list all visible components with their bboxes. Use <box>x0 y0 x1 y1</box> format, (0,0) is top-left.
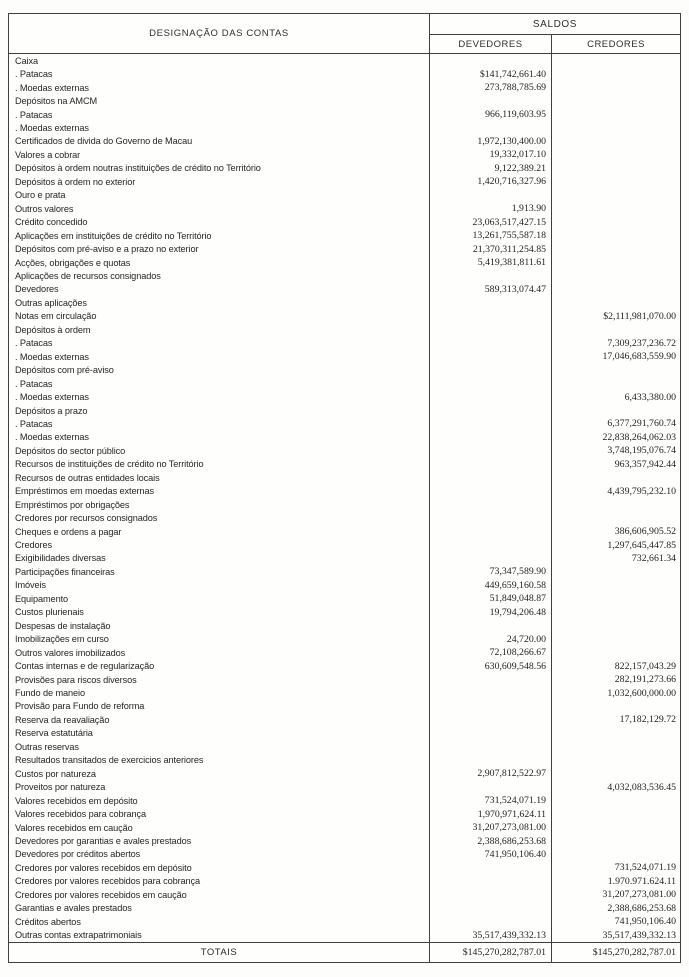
credores-value <box>552 189 680 202</box>
credores-value: 1,297,645,447.85 <box>607 539 676 551</box>
account-label: . Moedas externas <box>9 350 430 363</box>
credores-value: 963,357,942.44 <box>614 458 676 470</box>
account-label: Depósitos à ordem noutras instituições de crédito no Território <box>9 162 430 175</box>
table-row <box>9 928 680 941</box>
table-row <box>9 256 680 269</box>
table-row <box>9 579 680 592</box>
credores-value: 22,838,264,062.03 <box>602 431 676 443</box>
devedores-value <box>430 875 552 888</box>
table-row <box>9 363 680 376</box>
table-row <box>9 902 680 915</box>
table-row <box>9 67 680 80</box>
table-body <box>9 54 680 942</box>
account-label: Depósitos a prazo <box>9 404 430 417</box>
balance-sheet-table <box>8 13 681 963</box>
devedores-value <box>430 458 552 471</box>
credores-value <box>552 175 680 188</box>
devedores-value <box>430 511 552 524</box>
table-row <box>9 323 680 336</box>
account-label: Credores <box>9 538 430 551</box>
account-label: Devedores por créditos abertos <box>9 848 430 861</box>
account-label: Provisões para riscos diversos <box>9 673 430 686</box>
devedores-value <box>430 888 552 901</box>
account-label: Empréstimos por obrigações <box>9 498 430 511</box>
table-row <box>9 794 680 807</box>
table-row <box>9 727 680 740</box>
column-header-credores: CREDORES <box>587 38 645 50</box>
credores-value: 1,032,600,000.00 <box>607 687 676 699</box>
devedores-value <box>430 350 552 363</box>
devedores-value: 1,913.90 <box>430 202 552 215</box>
table-row <box>9 431 680 444</box>
devedores-value <box>430 310 552 323</box>
account-label: Provisão para Fundo de reforma <box>9 700 430 713</box>
devedores-value <box>430 673 552 686</box>
devedores-value: $141,742,661.40 <box>430 67 552 80</box>
table-row <box>9 780 680 793</box>
devedores-value: 13,261,755,587.18 <box>430 229 552 242</box>
devedores-value: 21,370,311,254.85 <box>430 242 552 255</box>
credores-value <box>552 592 680 605</box>
devedores-value: 449,659,160.58 <box>430 579 552 592</box>
account-label: Outros valores imobilizados <box>9 646 430 659</box>
account-label: Proveitos por natureza <box>9 780 430 793</box>
credores-value <box>552 834 680 847</box>
account-label: Aplicações em instituições de crédito no Território <box>9 229 430 242</box>
credores-value: 741,950,106.40 <box>614 916 676 928</box>
devedores-value: 51,849,048.87 <box>430 592 552 605</box>
account-label: Custos por natureza <box>9 767 430 780</box>
devedores-value <box>430 404 552 417</box>
account-label: Outros valores <box>9 202 430 215</box>
credores-value: 35,517,439,332.13 <box>602 929 676 941</box>
table-row <box>9 606 680 619</box>
table-row <box>9 552 680 565</box>
credores-value <box>552 807 680 820</box>
table-row <box>9 404 680 417</box>
credores-value: 17,182,129.72 <box>619 714 676 726</box>
devedores-value <box>430 713 552 726</box>
table-row <box>9 377 680 390</box>
credores-value <box>552 148 680 161</box>
table-row <box>9 444 680 457</box>
credores-value: 2,388,686,253.68 <box>607 902 676 914</box>
table-row <box>9 162 680 175</box>
table-row <box>9 215 680 228</box>
credores-value <box>552 821 680 834</box>
table-row <box>9 821 680 834</box>
account-label: Cheques e ordens a pagar <box>9 525 430 538</box>
credores-value <box>552 121 680 134</box>
account-label: . Patacas <box>9 67 430 80</box>
column-header-devedores: DEVEDORES <box>430 35 552 53</box>
table-row <box>9 242 680 255</box>
credores-value: 731,524,071.19 <box>614 862 676 874</box>
devedores-value: 1,972,130,400.00 <box>430 135 552 148</box>
credores-value: 6,433,380.00 <box>624 391 676 403</box>
credores-value <box>552 108 680 121</box>
account-label: Devedores por garantias e avales prestados <box>9 834 430 847</box>
credores-value <box>552 700 680 713</box>
credores-value: 282,191,273.66 <box>614 674 676 686</box>
table-row <box>9 121 680 134</box>
table-row <box>9 296 680 309</box>
credores-value: $2,111,981,070.00 <box>603 310 676 322</box>
account-label: Crédito concedido <box>9 215 430 228</box>
table-row <box>9 754 680 767</box>
account-label: Aplicações de recursos consignados <box>9 269 430 282</box>
credores-value: 17,046,683,559.90 <box>602 351 676 363</box>
devedores-value <box>430 754 552 767</box>
devedores-value <box>430 54 552 67</box>
credores-value <box>552 565 680 578</box>
table-row <box>9 108 680 121</box>
devedores-value: 731,524,071.19 <box>430 794 552 807</box>
credores-value: 7,309,237,236.72 <box>607 337 676 349</box>
table-row <box>9 511 680 524</box>
devedores-value <box>430 780 552 793</box>
table-row <box>9 673 680 686</box>
account-label: Depósitos à ordem <box>9 323 430 336</box>
account-label: Depósitos com pré-aviso e a prazo no exterior <box>9 242 430 255</box>
table-row <box>9 390 680 403</box>
table-row <box>9 834 680 847</box>
credores-value: 6,377,291,760.74 <box>607 418 676 430</box>
account-label: Credores por valores recebidos para cobrança <box>9 875 430 888</box>
devedores-value: 741,950,106.40 <box>430 848 552 861</box>
account-label: Depósitos na AMCM <box>9 94 430 107</box>
account-label: Depósitos do sector público <box>9 444 430 457</box>
account-label: . Patacas <box>9 108 430 121</box>
credores-value <box>552 511 680 524</box>
credores-value <box>552 94 680 107</box>
totals-label: TOTAIS <box>9 943 430 962</box>
credores-value <box>552 202 680 215</box>
table-row <box>9 888 680 901</box>
account-label: Valores recebidos em depósito <box>9 794 430 807</box>
devedores-value <box>430 861 552 874</box>
table-row <box>9 875 680 888</box>
table-row <box>9 485 680 498</box>
table-row <box>9 767 680 780</box>
account-label: Recursos de instituições de crédito no Território <box>9 458 430 471</box>
account-label: Equipamento <box>9 592 430 605</box>
devedores-value: 9,122,389.21 <box>430 162 552 175</box>
credores-value <box>552 727 680 740</box>
table-row <box>9 458 680 471</box>
credores-value <box>552 242 680 255</box>
table-row <box>9 592 680 605</box>
account-label: Exigibilidades diversas <box>9 552 430 565</box>
devedores-value <box>430 94 552 107</box>
credores-value <box>552 498 680 511</box>
devedores-value: 630,609,548.56 <box>430 659 552 672</box>
account-label: Notas em circulação <box>9 310 430 323</box>
devedores-value <box>430 390 552 403</box>
account-label: Reserva estatutária <box>9 727 430 740</box>
credores-value <box>552 404 680 417</box>
credores-value: 1.970.971.624.11 <box>607 875 676 887</box>
credores-value <box>552 283 680 296</box>
account-label: Valores recebidos em caução <box>9 821 430 834</box>
devedores-value: 273,788,785.69 <box>430 81 552 94</box>
account-label: . Moedas externas <box>9 81 430 94</box>
devedores-value <box>430 269 552 282</box>
devedores-value <box>430 686 552 699</box>
devedores-value <box>430 121 552 134</box>
credores-value: 31,207,273,081.00 <box>602 889 676 901</box>
credores-value <box>552 848 680 861</box>
table-row <box>9 350 680 363</box>
table-row <box>9 565 680 578</box>
account-label: Depósitos à ordem no exterior <box>9 175 430 188</box>
credores-value: 386,606,905.52 <box>614 526 676 538</box>
table-row <box>9 175 680 188</box>
credores-value <box>552 646 680 659</box>
table-row <box>9 148 680 161</box>
credores-value <box>552 740 680 753</box>
devedores-value <box>430 296 552 309</box>
table-row <box>9 861 680 874</box>
account-label: Reserva da reavaliação <box>9 713 430 726</box>
devedores-value <box>430 189 552 202</box>
table-row <box>9 700 680 713</box>
credores-value: 4,032,083,536.45 <box>607 781 676 793</box>
column-header-designacao-das-contas: DESIGNAÇÃO DAS CONTAS <box>9 14 430 53</box>
table-row <box>9 632 680 645</box>
credores-value: 732,661.34 <box>631 552 676 564</box>
totals-devedores-value: $145,270,282,787.01 <box>430 943 552 962</box>
devedores-value <box>430 417 552 430</box>
table-row <box>9 619 680 632</box>
account-label: Caixa <box>9 54 430 67</box>
devedores-value: 19,794,206.48 <box>430 606 552 619</box>
account-label: . Moedas externas <box>9 390 430 403</box>
table-row <box>9 135 680 148</box>
column-header-saldos: SALDOS <box>430 14 680 35</box>
devedores-value <box>430 485 552 498</box>
totals-credores-value: $145,270,282,787.01 <box>592 947 676 958</box>
column-group-saldos <box>430 14 680 53</box>
account-label: Resultados transitados de exercicios anteriores <box>9 754 430 767</box>
saldos-subheaders <box>430 35 680 53</box>
credores-value <box>552 67 680 80</box>
credores-value <box>552 215 680 228</box>
account-label: Empréstimos em moedas externas <box>9 485 430 498</box>
devedores-value <box>430 727 552 740</box>
devedores-value: 1,420,716,327.96 <box>430 175 552 188</box>
credores-value <box>552 619 680 632</box>
devedores-value <box>430 498 552 511</box>
credores-value <box>552 377 680 390</box>
account-label: Valores recebidos para cobrança <box>9 807 430 820</box>
devedores-value <box>430 740 552 753</box>
table-row <box>9 94 680 107</box>
table-row <box>9 686 680 699</box>
devedores-value: 2,907,812,522.97 <box>430 767 552 780</box>
table-row <box>9 740 680 753</box>
account-label: Outras aplicações <box>9 296 430 309</box>
account-label: Créditos abertos <box>9 915 430 928</box>
table-row <box>9 310 680 323</box>
table-row <box>9 269 680 282</box>
account-label: Garantias e avales prestados <box>9 902 430 915</box>
devedores-value: 966,119,603.95 <box>430 108 552 121</box>
account-label: Custos plurienais <box>9 606 430 619</box>
account-label: Participações financeiras <box>9 565 430 578</box>
table-row <box>9 189 680 202</box>
account-label: Outras contas extrapatrimoniais <box>9 928 430 941</box>
account-label: Devedores <box>9 283 430 296</box>
totals-row <box>9 942 680 962</box>
table-row <box>9 807 680 820</box>
account-label: Certificados de divida do Governo de Macau <box>9 135 430 148</box>
account-label: Imóveis <box>9 579 430 592</box>
table-row <box>9 525 680 538</box>
account-label: Fundo de maneio <box>9 686 430 699</box>
credores-value <box>552 363 680 376</box>
account-label: . Moedas externas <box>9 121 430 134</box>
credores-value <box>552 323 680 336</box>
devedores-value <box>430 337 552 350</box>
account-label: Outras reservas <box>9 740 430 753</box>
credores-value <box>552 54 680 67</box>
credores-value <box>552 794 680 807</box>
devedores-value <box>430 323 552 336</box>
devedores-value: 5,419,381,811.61 <box>430 256 552 269</box>
account-label: Acções, obrigações e quotas <box>9 256 430 269</box>
credores-value: 822,157,043.29 <box>614 660 676 672</box>
table-row <box>9 659 680 672</box>
table-row <box>9 915 680 928</box>
devedores-value <box>430 902 552 915</box>
credores-value: 4,439,795,232.10 <box>607 485 676 497</box>
credores-value <box>552 606 680 619</box>
table-row <box>9 283 680 296</box>
credores-value <box>552 471 680 484</box>
credores-value <box>552 162 680 175</box>
devedores-value: 31,207,273,081.00 <box>430 821 552 834</box>
account-label: Credores por valores recebidos em caução <box>9 888 430 901</box>
devedores-value <box>430 377 552 390</box>
account-label: Despesas de instalação <box>9 619 430 632</box>
credores-value: 3,748,195,076.74 <box>607 445 676 457</box>
table-row <box>9 713 680 726</box>
devedores-value <box>430 431 552 444</box>
devedores-value <box>430 552 552 565</box>
table-row <box>9 646 680 659</box>
account-label: Credores por valores recebidos em depósito <box>9 861 430 874</box>
devedores-value: 2,388,686,253.68 <box>430 834 552 847</box>
account-label: Imobilizações em curso <box>9 632 430 645</box>
credores-value <box>552 296 680 309</box>
account-label: . Moedas externas <box>9 431 430 444</box>
account-label: Valores a cobrar <box>9 148 430 161</box>
credores-value <box>552 754 680 767</box>
account-label: Depósitos com pré-aviso <box>9 363 430 376</box>
credores-value <box>552 229 680 242</box>
devedores-value <box>430 619 552 632</box>
table-row <box>9 54 680 67</box>
credores-value <box>552 579 680 592</box>
table-row <box>9 498 680 511</box>
table-row <box>9 202 680 215</box>
devedores-value: 19,332,017.10 <box>430 148 552 161</box>
credores-value <box>552 269 680 282</box>
devedores-value: 35,517,439,332.13 <box>430 928 552 941</box>
account-label: . Patacas <box>9 337 430 350</box>
table-header <box>9 14 680 54</box>
devedores-value <box>430 915 552 928</box>
credores-value <box>552 135 680 148</box>
devedores-value <box>430 444 552 457</box>
credores-value <box>552 256 680 269</box>
account-label: Recursos de outras entidades locais <box>9 471 430 484</box>
devedores-value <box>430 471 552 484</box>
table-row <box>9 471 680 484</box>
devedores-value: 72,108,266.67 <box>430 646 552 659</box>
account-label: . Patacas <box>9 377 430 390</box>
devedores-value: 24,720.00 <box>430 632 552 645</box>
devedores-value <box>430 525 552 538</box>
account-label: Contas internas e de regularização <box>9 659 430 672</box>
table-row <box>9 417 680 430</box>
credores-value <box>552 767 680 780</box>
credores-value <box>552 81 680 94</box>
devedores-value <box>430 538 552 551</box>
account-label: . Patacas <box>9 417 430 430</box>
table-row <box>9 81 680 94</box>
devedores-value <box>430 700 552 713</box>
table-row <box>9 848 680 861</box>
devedores-value: 23,063,517,427.15 <box>430 215 552 228</box>
account-label: Credores por recursos consignados <box>9 511 430 524</box>
devedores-value: 589,313,074.47 <box>430 283 552 296</box>
account-label: Ouro e prata <box>9 189 430 202</box>
table-row <box>9 229 680 242</box>
table-row <box>9 538 680 551</box>
devedores-value: 1,970,971,624.11 <box>430 807 552 820</box>
devedores-value <box>430 363 552 376</box>
credores-value <box>552 632 680 645</box>
table-row <box>9 337 680 350</box>
devedores-value: 73,347,589.90 <box>430 565 552 578</box>
